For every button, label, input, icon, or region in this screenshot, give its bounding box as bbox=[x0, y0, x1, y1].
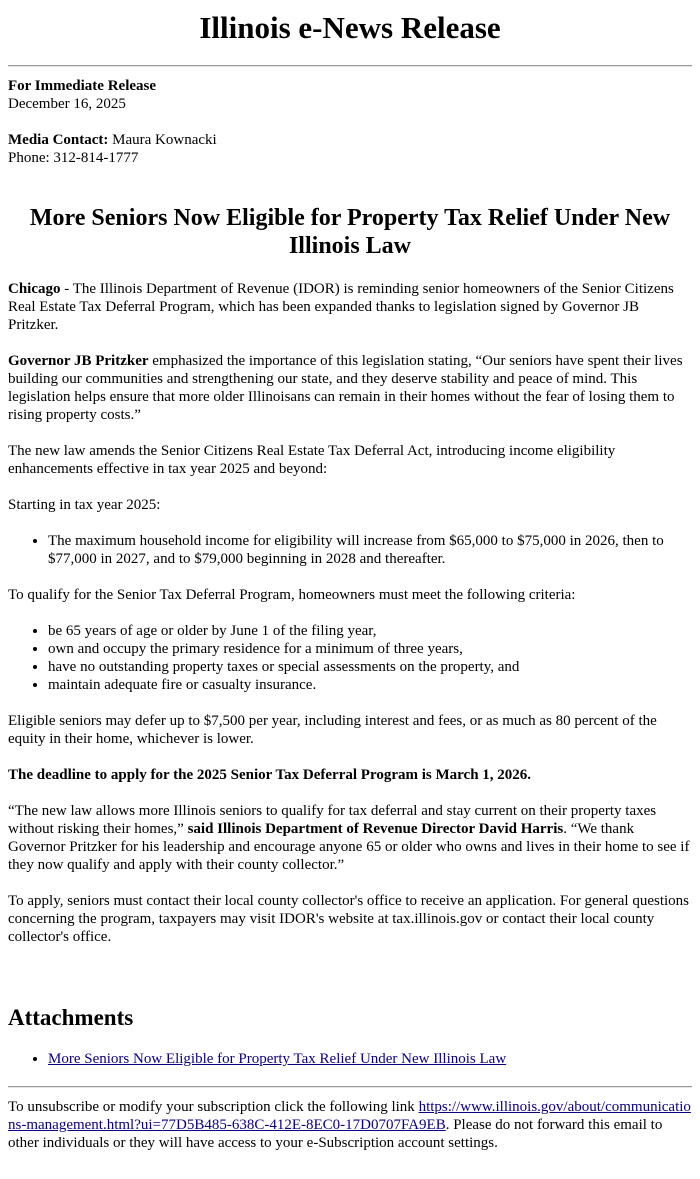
media-contact-name: Maura Kownacki bbox=[108, 132, 217, 148]
unsubscribe-text-after: . Please do not forward this email to other individuals or they will have access to your e-Subscription account settings. bbox=[8, 1117, 663, 1151]
footer-divider bbox=[8, 1086, 692, 1088]
list-item: • The maximum household income for eligibility will increase from $65,000 to $75,000 in 2026, then to $77,000 in 2027, and to $79,000 beginning in 2028 and thereafter. bbox=[48, 532, 692, 568]
director-quote-end: . “We thank Governor Pritzker for his leadership and encourage anyone 65 or older who owns and lives in their home to see if they now qualify and apply with their county collector.” bbox=[8, 821, 690, 873]
paragraph-law-amends: The new law amends the Senior Citizens Real Estate Tax Deferral Act, introducing income eligibility enhancements effective in tax year 2025 and beyond: bbox=[8, 443, 616, 477]
deadline-text: The deadline to apply for the 2025 Senior Tax Deferral Program is March 1, 2026. bbox=[8, 767, 532, 783]
attachment-link[interactable]: More Seniors Now Eligible for Property Tax Relief Under New Illinois Law bbox=[48, 1051, 507, 1067]
media-contact-phone: Phone: 312-814-1777 bbox=[8, 150, 139, 166]
paragraph-deadline bbox=[8, 766, 692, 784]
paragraph-intro bbox=[8, 280, 692, 334]
governor-name: Governor JB Pritzker bbox=[8, 353, 149, 369]
income-list bbox=[8, 532, 692, 568]
director-attribution: said Illinois Department of Revenue Director David Harris bbox=[187, 821, 564, 837]
release-date: December 16, 2025 bbox=[8, 96, 126, 112]
immediate-release-label: For Immediate Release bbox=[8, 78, 157, 94]
unsubscribe-text-before: To unsubscribe or modify your subscription click the following link bbox=[8, 1099, 419, 1115]
paragraph-governor-text: emphasized the importance of this legislation stating, “Our seniors have spent their lives building our communities and strengthening our state, and they deserve stability and peace of mind. This legislation helps ensure that more older Illinoisans can remain in their homes without the fear of losing them to rising property costs.” bbox=[8, 353, 683, 423]
dateline: Chicago bbox=[8, 281, 61, 297]
criteria-list bbox=[8, 622, 692, 694]
list-item: • be 65 years of age or older by June 1 of the filing year, bbox=[48, 622, 692, 640]
list-item: • have no outstanding property taxes or special assessments on the property, and bbox=[48, 658, 692, 676]
paragraph-how-to-apply: To apply, seniors must contact their local county collector's office to receive an application. For general questions concerning the program, taxpayers may visit IDOR's website at tax.illinois.gov or contact their local county collector's office. bbox=[8, 893, 690, 945]
list-item: • maintain adequate fire or casualty insurance. bbox=[48, 676, 692, 694]
paragraph-starting-year: Starting in tax year 2025: bbox=[8, 497, 161, 513]
release-date-block bbox=[8, 77, 692, 113]
footer bbox=[8, 1098, 692, 1152]
paragraph-intro-text: - The Illinois Department of Revenue (IDOR) is reminding senior homeowners of the Senior Citizens Real Estate Tax Deferral Program, which has been expanded thanks to legislation signed by Governor JB Pritzker. bbox=[8, 281, 674, 333]
attachments-list bbox=[8, 1050, 692, 1068]
article-headline: More Seniors Now Eligible for Property Tax Relief Under New Illinois Law bbox=[29, 205, 671, 259]
header-divider bbox=[8, 65, 692, 67]
paragraph-director-quote bbox=[8, 802, 692, 874]
media-contact-block bbox=[8, 131, 692, 167]
attachment-item bbox=[48, 1050, 692, 1068]
paragraph-defer-amount: Eligible seniors may defer up to $7,500 per year, including interest and fees, or as much as 80 percent of the equity in their home, whichever is lower. bbox=[8, 713, 657, 747]
release-meta bbox=[8, 77, 692, 167]
media-contact-label: Media Contact: bbox=[8, 132, 109, 148]
attachments-heading: Attachments bbox=[8, 1005, 134, 1030]
director-quote-start: “The new law allows more Illinois seniors to qualify for tax deferral and stay current on their property taxes without risking their homes,” bbox=[8, 803, 657, 837]
paragraph-governor-quote bbox=[8, 352, 692, 424]
paragraph-criteria-intro: To qualify for the Senior Tax Deferral Program, homeowners must meet the following criteria: bbox=[8, 587, 576, 603]
page-title: Illinois e-News Release bbox=[199, 10, 501, 45]
unsubscribe-text bbox=[8, 1098, 692, 1152]
list-item: • own and occupy the primary residence for a minimum of three years, bbox=[48, 640, 692, 658]
unsubscribe-link[interactable]: https://www.illinois.gov/about/communications-management.html?ui=77D5B485-638C-412E-8EC0-17D0707FA9EB bbox=[8, 1099, 691, 1133]
